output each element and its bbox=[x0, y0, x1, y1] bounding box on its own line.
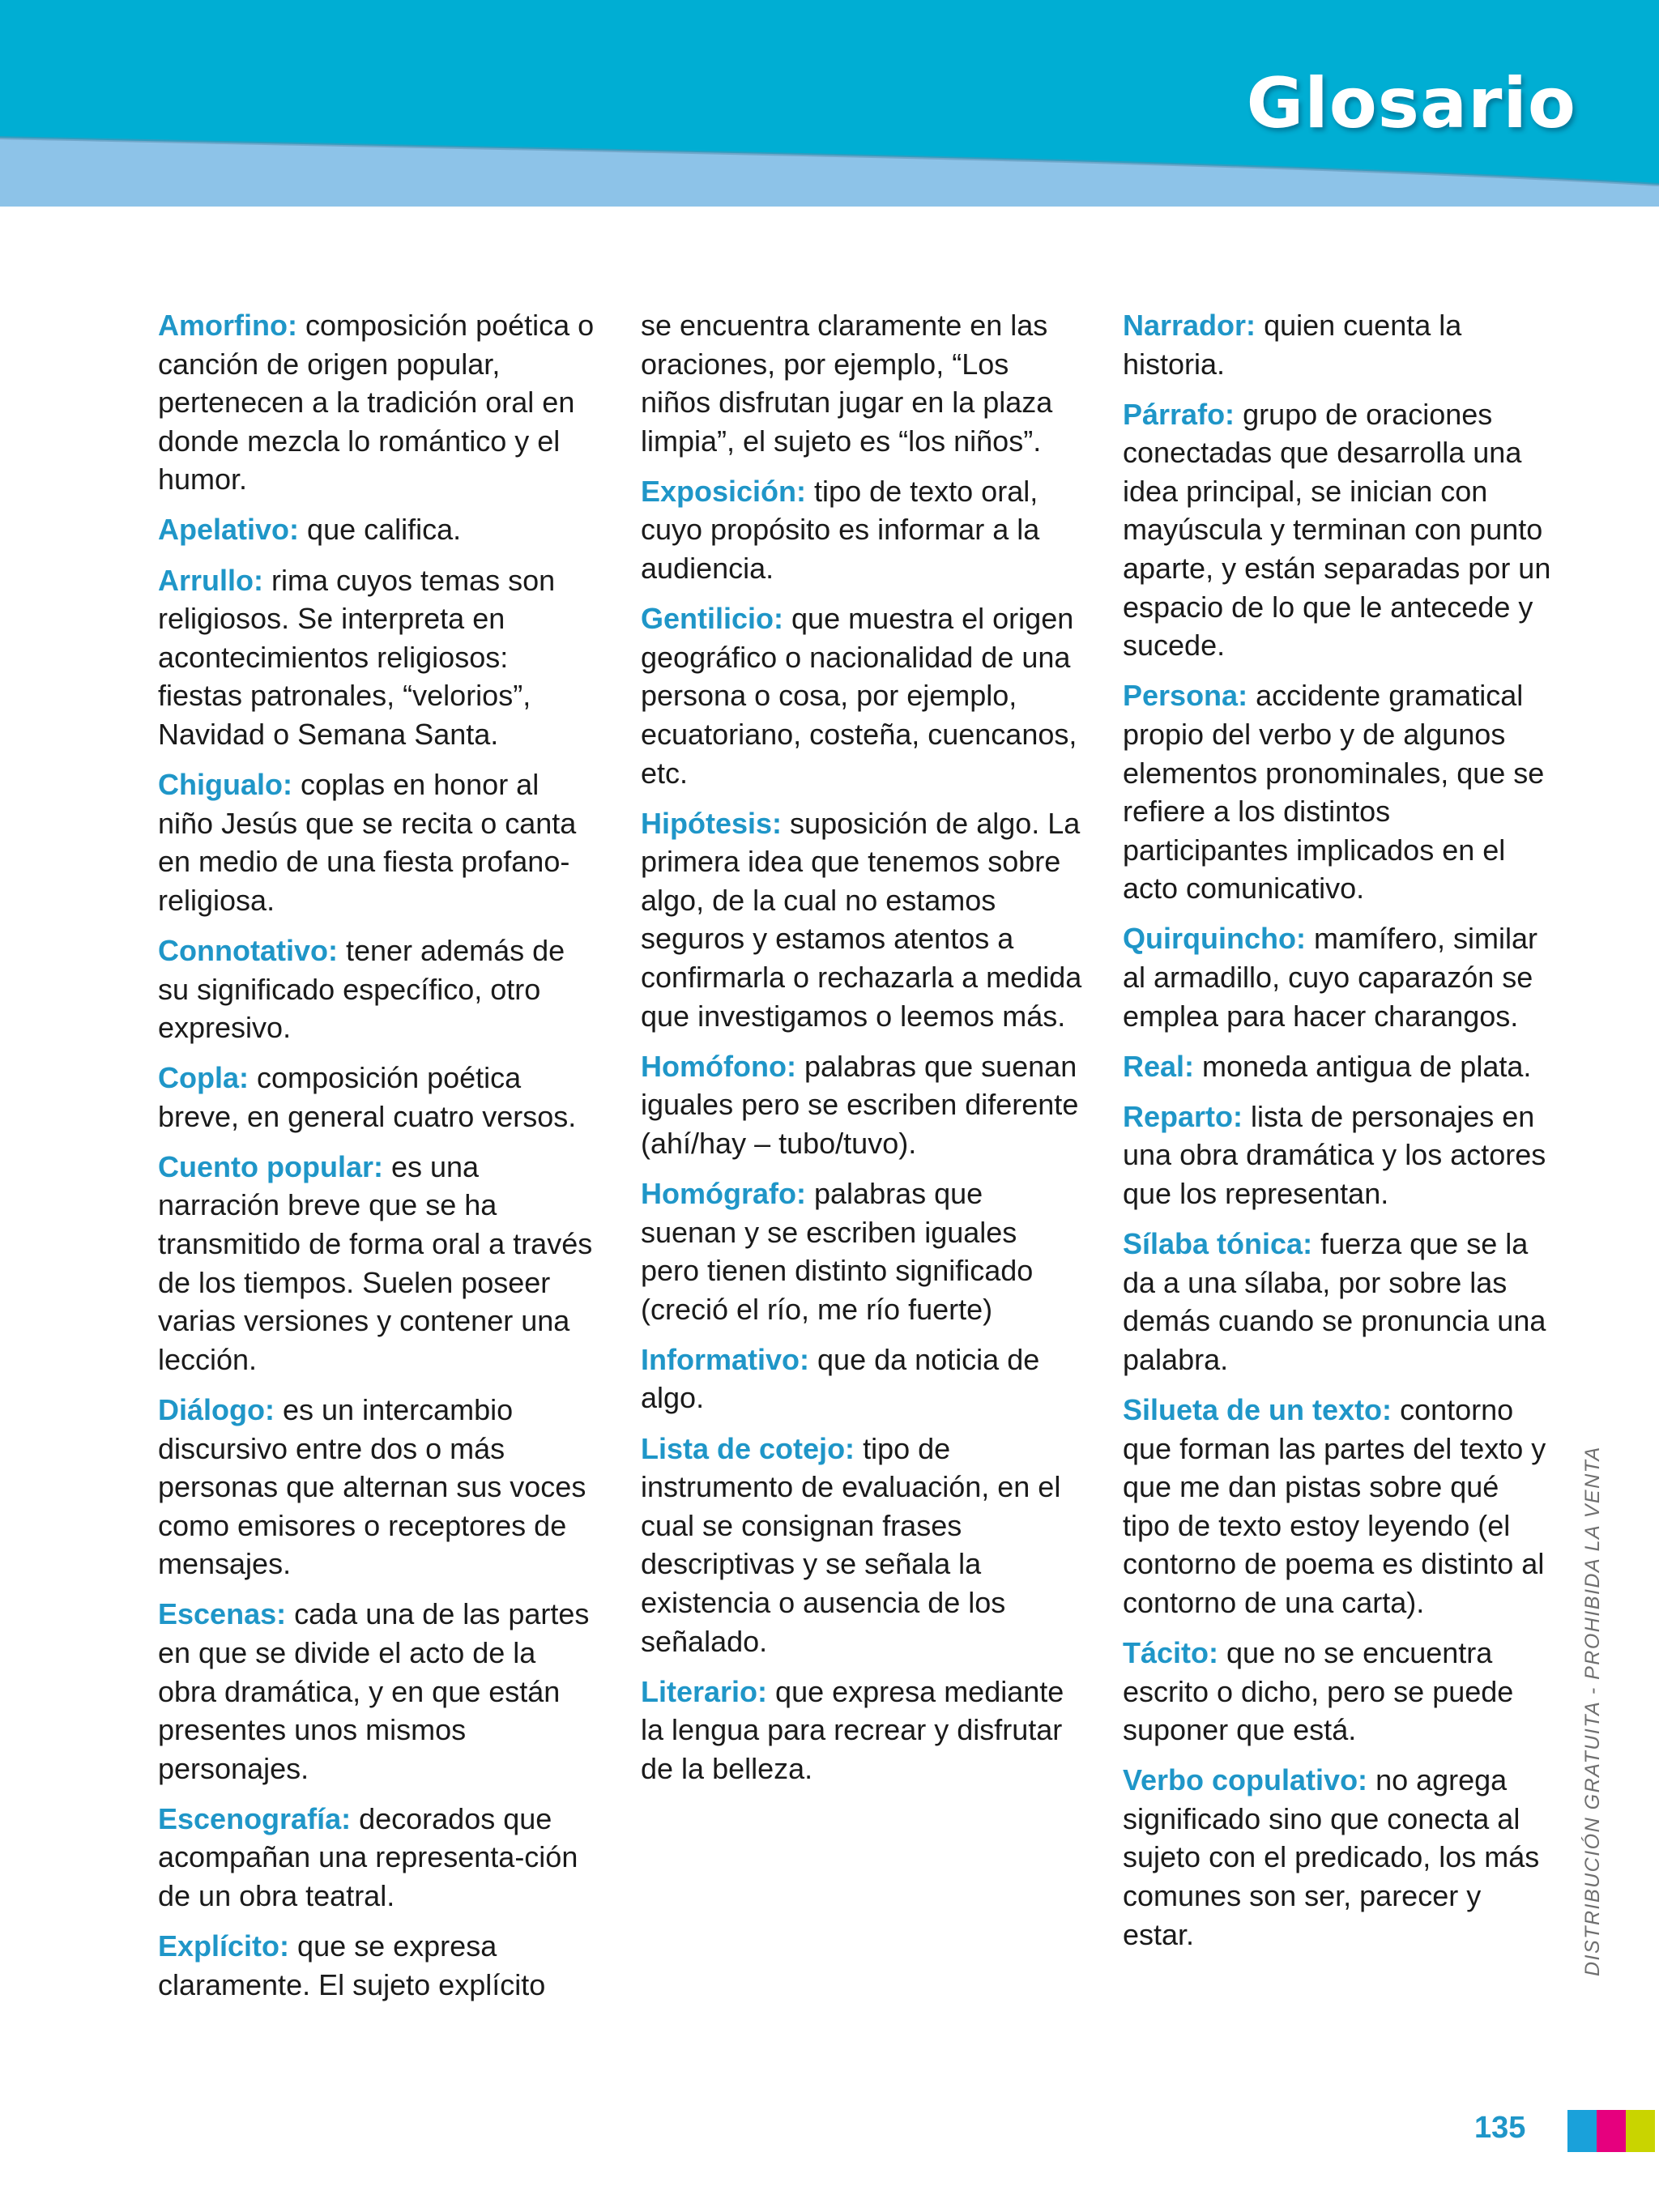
glossary-entry bbox=[1123, 676, 1552, 908]
glossary-definition: cada una de las partes en que se divide el acto de la obra dramática, y en que están presentes unos mismos personajes. bbox=[158, 1597, 590, 1785]
glossary-definition: es una narración breve que se ha transmitido de forma oral a través de los tiempos. Suelen poseer varias versiones y contener una lección. bbox=[158, 1149, 593, 1376]
glossary-term: Chigualo: bbox=[158, 768, 292, 802]
glossary-definition: suposición de algo. La primera idea que tenemos sobre algo, de la cual no estamos seguros y estamos atentos a confirmarla o rechazarla a medida que investigamos o leemos más. bbox=[641, 806, 1082, 1033]
glossary-definition: que califica. bbox=[307, 513, 462, 547]
glossary-term: Apelativo: bbox=[158, 513, 300, 547]
glossary-definition: moneda antigua de plata. bbox=[1202, 1049, 1532, 1083]
glossary-term: Escenas: bbox=[158, 1597, 287, 1631]
glossary-definition: rima cuyos temas son religiosos. Se interpreta en acontecimientos religiosos: fiestas patronales, “velorios”, Navidad o Semana Santa. bbox=[158, 563, 556, 751]
glossary-term: Arrullo: bbox=[158, 563, 263, 597]
glossary-term: Homógrafo: bbox=[641, 1176, 806, 1210]
glossary-definition: decorados que acompañan una representa-ción de un obra teatral. bbox=[158, 1801, 578, 1913]
glossary-column-3 bbox=[1123, 306, 1552, 1966]
glossary-term: Reparto: bbox=[1123, 1099, 1243, 1133]
glossary-entry bbox=[1123, 919, 1552, 1035]
glossary-entry bbox=[1123, 1225, 1552, 1379]
glossary-term: Homófono: bbox=[641, 1049, 796, 1083]
header-banner bbox=[0, 0, 1659, 211]
glossary-term: Silueta de un texto: bbox=[1123, 1392, 1392, 1426]
color-bar-blue bbox=[1567, 2110, 1597, 2152]
glossary-entry bbox=[641, 1047, 1082, 1163]
glossary-entry bbox=[641, 1340, 1082, 1417]
glossary-term: Explícito: bbox=[158, 1929, 290, 1963]
glossary-term: Sílaba tónica: bbox=[1123, 1227, 1313, 1261]
glossary-entry bbox=[158, 1800, 599, 1916]
glossary-definition: palabras que suenan iguales pero se escriben diferente (ahí/hay – tubo/tuvo). bbox=[641, 1049, 1079, 1160]
glossary-definition: composición poética o canción de origen popular, pertenecen a la tradición oral en donde mezcla lo romántico y el humor. bbox=[158, 309, 595, 497]
glossary-entry bbox=[1123, 1097, 1552, 1213]
glossary-definition: es un intercambio discursivo entre dos o más personas que alternan sus voces como emisores o receptores de mensajes. bbox=[158, 1392, 586, 1581]
page-title: Glosario bbox=[1246, 63, 1576, 144]
glossary-term: Verbo copulativo: bbox=[1123, 1763, 1368, 1797]
glossary-definition: tener además de su significado específico, otro expresivo. bbox=[158, 933, 565, 1045]
glossary-definition: grupo de oraciones conectadas que desarrolla una idea principal, se inician con mayúscula y terminan con punto aparte, y están separadas por un espacio de lo que le antecede y sucede. bbox=[1123, 397, 1551, 663]
glossary-entry bbox=[158, 765, 599, 919]
glossary-entry bbox=[158, 1927, 599, 2004]
glossary-definition: que se expresa claramente. El sujeto explícito bbox=[158, 1929, 546, 2001]
glossary-entry bbox=[158, 510, 599, 549]
glossary-entry bbox=[641, 599, 1082, 792]
glossary-definition: no agrega significado sino que conecta al sujeto con el predicado, los más comunes son ser, parecer y estar. bbox=[1123, 1763, 1540, 1951]
glossary-definition: que no se encuentra escrito o dicho, pero se puede suponer que está. bbox=[1123, 1636, 1514, 1747]
glossary-term: Real: bbox=[1123, 1049, 1195, 1083]
glossary-entry bbox=[1123, 1634, 1552, 1750]
glossary-entry bbox=[641, 472, 1082, 588]
glossary-term: Exposición: bbox=[641, 474, 807, 508]
glossary-definition: fuerza que se la da a una sílaba, por sobre las demás cuando se pronuncia una palabra. bbox=[1123, 1227, 1546, 1376]
glossary-entry bbox=[158, 1059, 599, 1136]
glossary-entry bbox=[158, 931, 599, 1047]
glossary-definition: que expresa mediante la lengua para recrear y disfrutar de la belleza. bbox=[641, 1674, 1064, 1785]
glossary-entry bbox=[158, 1148, 599, 1379]
page-number: 135 bbox=[1474, 2111, 1526, 2145]
glossary-definition: palabras que suenan y se escriben iguales pero tienen distinto significado (creció el río, me río fuerte) bbox=[641, 1176, 1034, 1326]
color-bar-yellow bbox=[1626, 2110, 1655, 2152]
glossary-definition: contorno que forman las partes del texto y que me dan pistas sobre qué tipo de texto estoy leyendo (el contorno de poema es distinto al contorno de una carta). bbox=[1123, 1392, 1546, 1619]
glossary-term: Persona: bbox=[1123, 679, 1248, 713]
glossary-term: Escenografía: bbox=[158, 1801, 352, 1835]
glossary-entry bbox=[158, 1391, 599, 1583]
glossary-term: Amorfino: bbox=[158, 309, 297, 342]
glossary-term: Gentilicio: bbox=[641, 602, 784, 636]
color-bar-magenta bbox=[1597, 2110, 1626, 2152]
glossary-term: Párrafo: bbox=[1123, 397, 1235, 431]
glossary-definition: composición poética breve, en general cuatro versos. bbox=[158, 1061, 577, 1133]
glossary-term: Narrador: bbox=[1123, 309, 1256, 342]
glossary-entry bbox=[641, 804, 1082, 1036]
glossary-definition: que da noticia de algo. bbox=[641, 1342, 1040, 1415]
glossary-entry bbox=[1123, 1047, 1552, 1086]
glossary-term: Informativo: bbox=[641, 1342, 810, 1376]
glossary-definition: tipo de instrumento de evaluación, en el cual se consignan frases descriptivas y se señala la existencia o ausencia de los señalado. bbox=[641, 1431, 1061, 1658]
glossary-definition: que muestra el origen geográfico o nacionalidad de una persona o cosa, por ejemplo, ecuatoriano, costeña, cuencanos, etc. bbox=[641, 602, 1077, 790]
distribution-notice: DISTRIBUCIÓN GRATUITA - PROHIBIDA LA VENTA bbox=[1581, 1446, 1604, 1976]
glossary-definition: se encuentra claramente en las oraciones, por ejemplo, “Los niños disfrutan jugar en la plaza limpia”, el sujeto es “los niños”. bbox=[641, 309, 1053, 458]
glossary-term: Copla: bbox=[158, 1061, 249, 1095]
glossary-entry bbox=[1123, 395, 1552, 665]
glossary-definition: quien cuenta la historia. bbox=[1123, 309, 1462, 381]
glossary-term: Lista de cotejo: bbox=[641, 1431, 855, 1465]
glossary-entry bbox=[641, 1174, 1082, 1328]
glossary-entry bbox=[158, 306, 599, 499]
glossary-entry bbox=[158, 561, 599, 754]
glossary-term: Cuento popular: bbox=[158, 1149, 383, 1183]
glossary-term: Tácito: bbox=[1123, 1636, 1219, 1669]
glossary-entry bbox=[1123, 306, 1552, 383]
glossary-entry bbox=[641, 306, 1082, 460]
glossary-definition: accidente gramatical propio del verbo y de algunos elementos pronominales, que se refiere a los distintos participantes implicados en el acto comunicativo. bbox=[1123, 679, 1545, 906]
glossary-term: Literario: bbox=[641, 1674, 768, 1708]
glossary-term: Connotativo: bbox=[158, 933, 338, 967]
glossary-entry bbox=[641, 1673, 1082, 1788]
glossary-entry bbox=[1123, 1391, 1552, 1622]
glossary-definition: tipo de texto oral, cuyo propósito es informar a la audiencia. bbox=[641, 474, 1040, 586]
glossary-term: Hipótesis: bbox=[641, 806, 783, 840]
glossary-column-1 bbox=[158, 306, 599, 2016]
glossary-column-2 bbox=[641, 306, 1082, 1800]
glossary-entry bbox=[158, 1595, 599, 1788]
glossary-entry bbox=[1123, 1761, 1552, 1954]
glossary-definition: coplas en honor al niño Jesús que se recita o canta en medio de una fiesta profano-religiosa. bbox=[158, 768, 577, 917]
glossary-term: Quirquincho: bbox=[1123, 922, 1306, 956]
glossary-entry bbox=[641, 1430, 1082, 1661]
glossary-definition: lista de personajes en una obra dramática y los actores que los representan. bbox=[1123, 1099, 1546, 1210]
color-bars bbox=[1567, 2110, 1655, 2152]
glossary-term: Diálogo: bbox=[158, 1392, 275, 1426]
glossary-definition: mamífero, similar al armadillo, cuyo caparazón se emplea para hacer charangos. bbox=[1123, 922, 1538, 1033]
